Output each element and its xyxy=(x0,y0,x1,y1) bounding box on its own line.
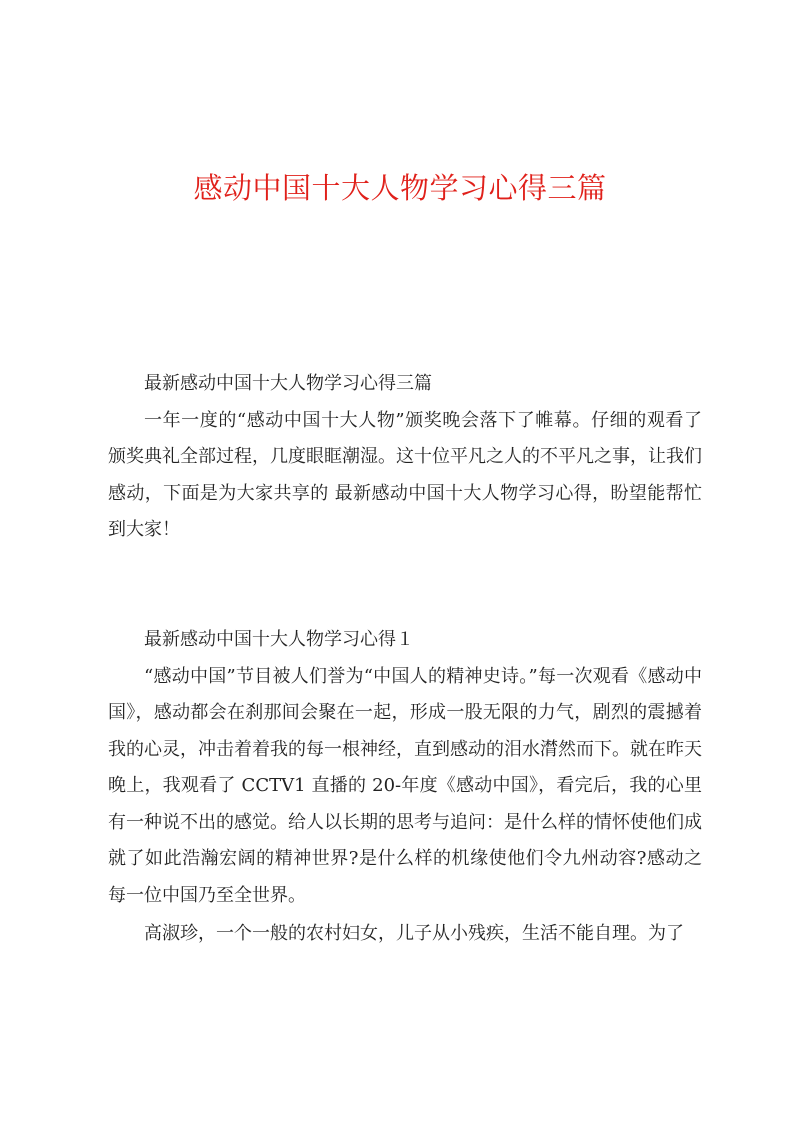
intro-heading: 最新感动中国十大人物学习心得三篇 xyxy=(144,373,432,394)
section-1-paragraph-2: 高淑珍，一个一般的农村妇女，儿子从小残疾，生活不能自理。为了 xyxy=(144,923,684,944)
intro-section xyxy=(108,366,702,549)
section-1-heading: 最新感动中国十大人物学习心得１ xyxy=(144,629,414,650)
intro-paragraph: 一年一度的“感动中国十大人物”颁奖晚会落下了帷幕。仔细的观看了颁奖典礼全部过程，几度眼眶潮湿。这十位平凡之人的不平凡之事，让我们感动，下面是为大家共享的 最新感动中国十大人物学习心得，盼望能帮忙到大家！ xyxy=(108,409,702,540)
section-1 xyxy=(108,622,702,953)
section-1-paragraph-1: “感动中国”节目被人们誉为“中国人的精神史诗。”每一次观看《感动中国》，感动都会在刹那间会聚在一起，形成一股无限的力气，剧烈的震撼着我的心灵，冲击着着我的每一根神经，直到感动的泪水潸然而下。就在昨天晚上，我观看了 CCTV1 直播的 20-年度《感动中国》，看完后，我的心里有一种说不出的感觉。给人以长期的思考与追问：是什么样的情怀使他们成就了如此浩瀚宏阔的精神世界?是什么样的机缘使他们令九州动容?感动之每一位中国乃至全世界。 xyxy=(108,665,702,906)
document-title: 感动中国十大人物学习心得三篇 xyxy=(193,171,607,205)
